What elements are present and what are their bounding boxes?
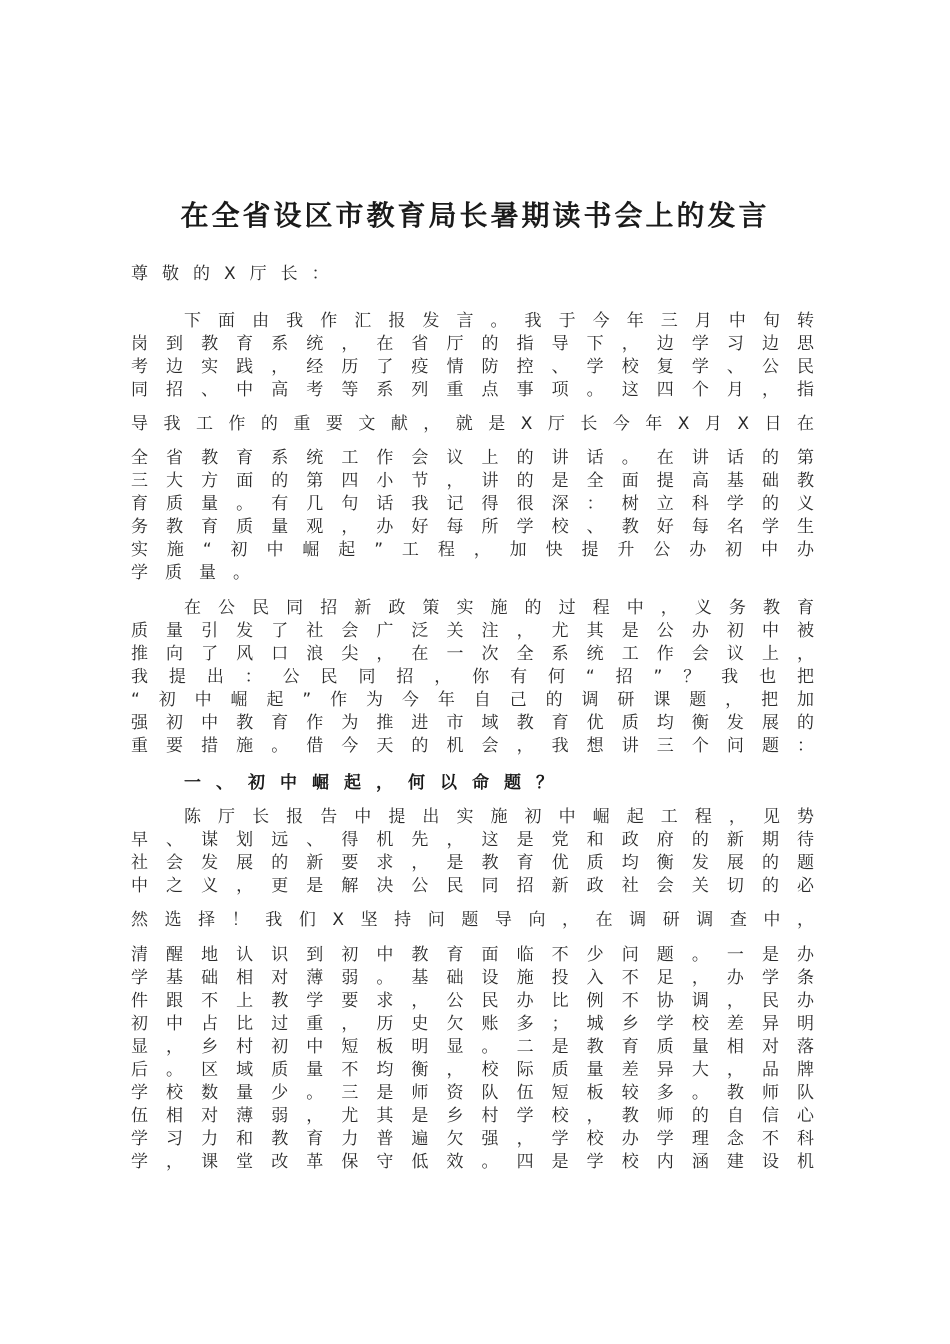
body-line: 实施“初中崛起”工程，加快提升公办初中办 [131,540,814,560]
body-line: 质量引发了社会广泛关注，尤其是公办初中被 [131,621,814,641]
section-heading: 一、初中崛起，何以命题？ [184,773,568,793]
body-line: 伍相对薄弱，尤其是乡村学校，教师的自信心 [131,1106,814,1126]
body-line: 学习力和教育力普遍欠强，学校办学理念不科 [131,1129,814,1149]
body-line: 三大方面的第四小节，讲的是全面提高基础教 [131,471,814,491]
body-line: 岗到教育系统，在省厅的指导下，边学习边思 [131,334,814,354]
body-line: 全省教育系统工作会议上的讲话。在讲话的第 [131,448,814,468]
body-line: 下面由我作汇报发言。我于今年三月中旬转 [184,311,814,331]
body-line: 在公民同招新政策实施的过程中，义务教育 [184,598,814,618]
body-line: 早、谋划远、得机先，这是党和政府的新期待 [131,830,814,850]
body-line: 然选择！我们X坚持问题导向，在调研调查中， [131,910,814,930]
body-line: 显，乡村初中短板明显。二是教育质量相对落 [131,1037,814,1057]
body-line: 考边实践，经历了疫情防控、学校复学、公民 [131,357,814,377]
body-line: 务教育质量观，办好每所学校、教好每名学生 [131,517,814,537]
body-line: “初中崛起”作为今年自己的调研课题，把加 [131,690,814,710]
body-line: 清醒地认识到初中教育面临不少问题。一是办 [131,945,814,965]
body-line: 后。区域质量不均衡，校际质量差异大，品牌 [131,1060,814,1080]
body-line: 同招、中高考等系列重点事项。这四个月，指 [131,380,814,400]
body-line: 导我工作的重要文献，就是X厅长今年X月X日在 [131,414,814,434]
body-line: 学，课堂改革保守低效。四是学校内涵建设机 [131,1152,814,1172]
body-line: 学基础相对薄弱。基础设施投入不足，办学条 [131,968,814,988]
salutation: 尊敬的X厅长： [131,264,343,284]
body-line: 育质量。有几句话我记得很深：树立科学的义 [131,494,814,514]
body-line: 学质量。 [131,563,267,583]
body-line: 推向了风口浪尖，在一次全系统工作会议上， [131,644,814,664]
body-line: 我提出：公民同招，你有何“招”？我也把 [131,667,814,687]
body-line: 中之义，更是解决公民同招新政社会关切的必 [131,876,814,896]
body-line: 学校数量少。三是师资队伍短板较多。教师队 [131,1083,814,1103]
document-title: 在全省设区市教育局长暑期读书会上的发言 [180,199,770,232]
body-line: 初中占比过重，历史欠账多；城乡学校差异明 [131,1014,814,1034]
body-line: 社会发展的新要求，是教育优质均衡发展的题 [131,853,814,873]
body-line: 重要措施。借今天的机会，我想讲三个问题： [131,736,814,756]
body-line: 件跟不上教学要求，公民办比例不协调，民办 [131,991,814,1011]
body-line: 强初中教育作为推进市域教育优质均衡发展的 [131,713,814,733]
body-line: 陈厅长报告中提出实施初中崛起工程，见势 [184,807,814,827]
